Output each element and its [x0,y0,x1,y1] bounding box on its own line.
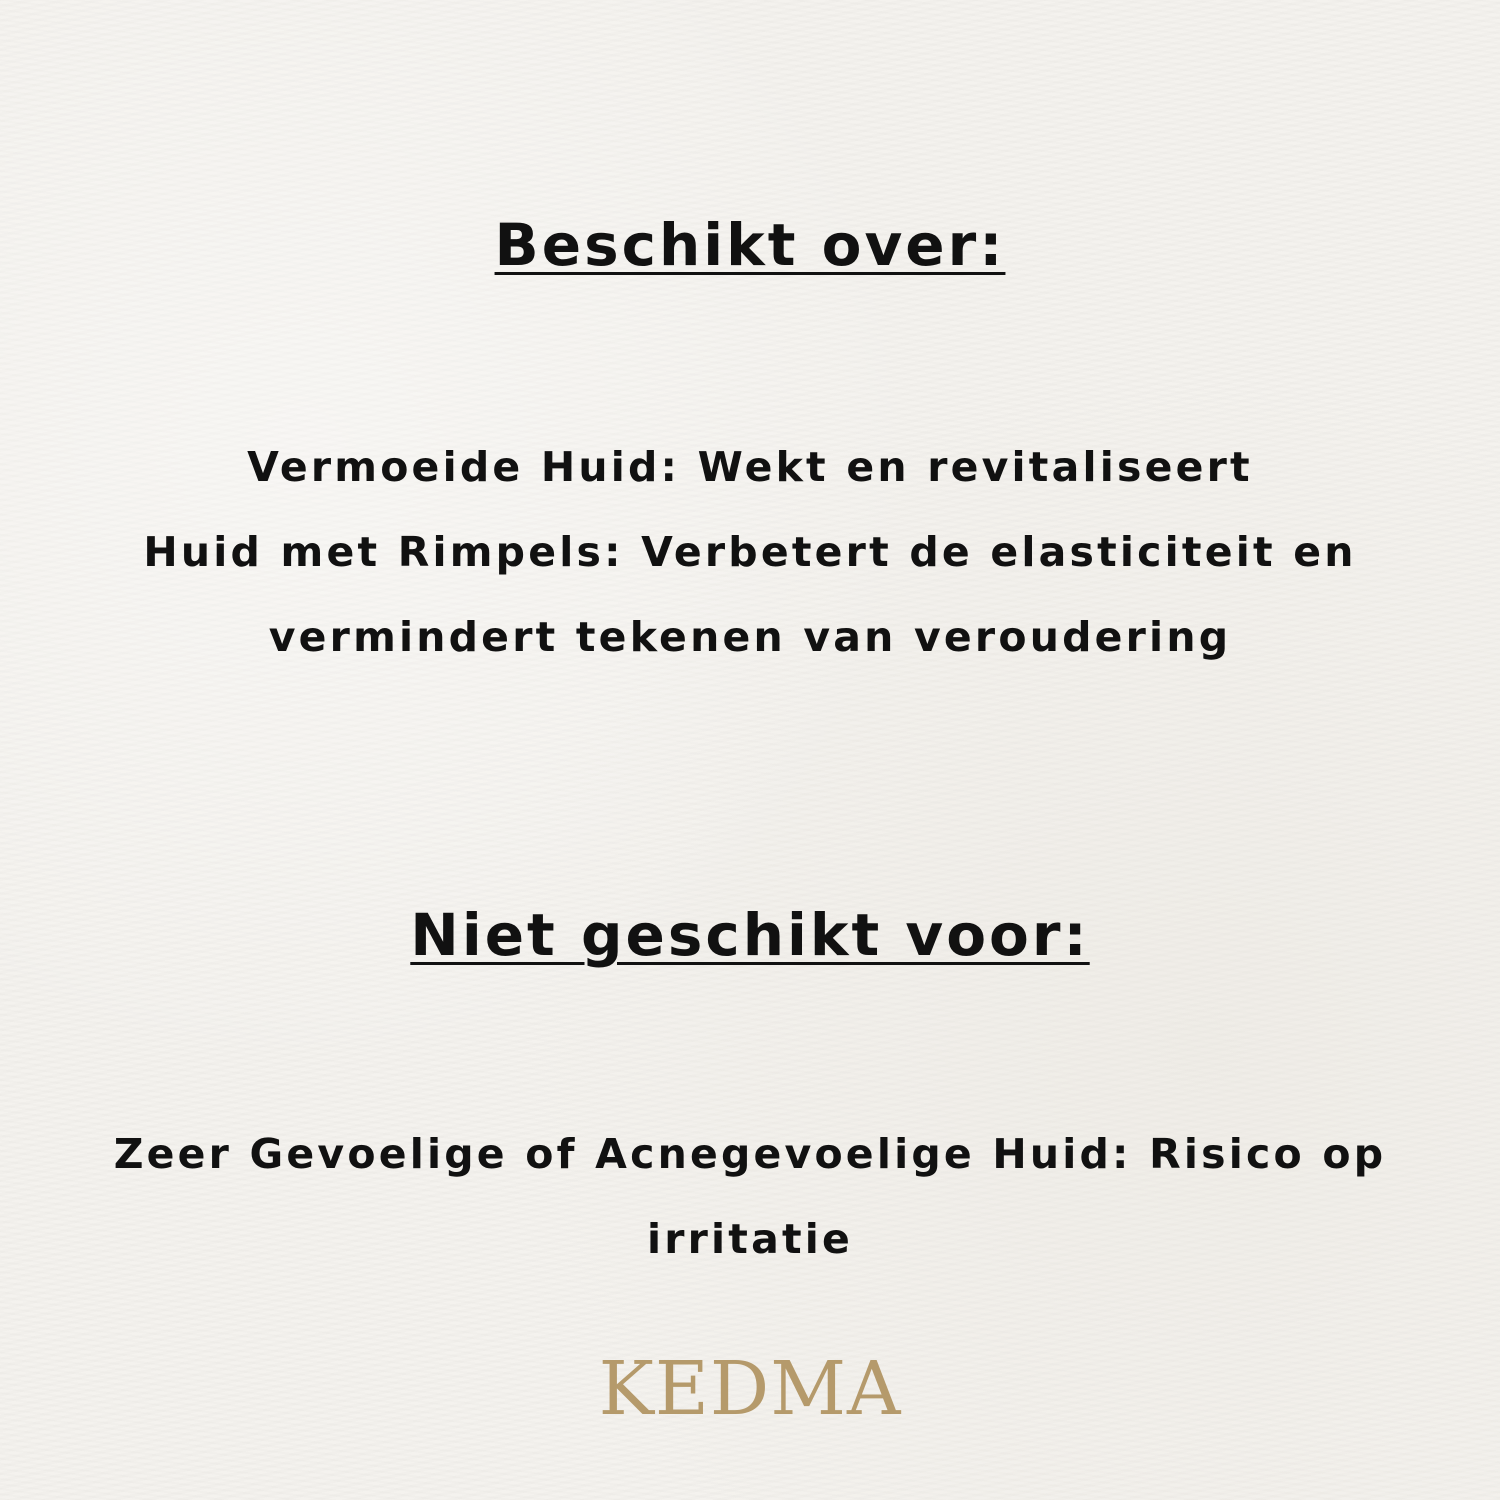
unsuitable-line: Zeer Gevoelige of Acnegevoelige Huid: Risico op [113,1130,1387,1178]
unsuitable-heading: Niet geschikt voor: [410,901,1090,969]
suitable-heading: Beschikt over: [494,211,1006,279]
unsuitable-list [40,1112,1460,1282]
suitable-line: Vermoeide Huid: Wekt en revitaliseert [247,443,1253,491]
suitable-line: vermindert tekenen van veroudering [268,613,1232,661]
suitable-list [40,425,1460,680]
unsuitable-line: irritatie [646,1215,854,1263]
suitable-line: Huid met Rimpels: Verbetert de elasticiteit en [143,528,1357,576]
brand-logo: KEDMA [598,1346,902,1432]
